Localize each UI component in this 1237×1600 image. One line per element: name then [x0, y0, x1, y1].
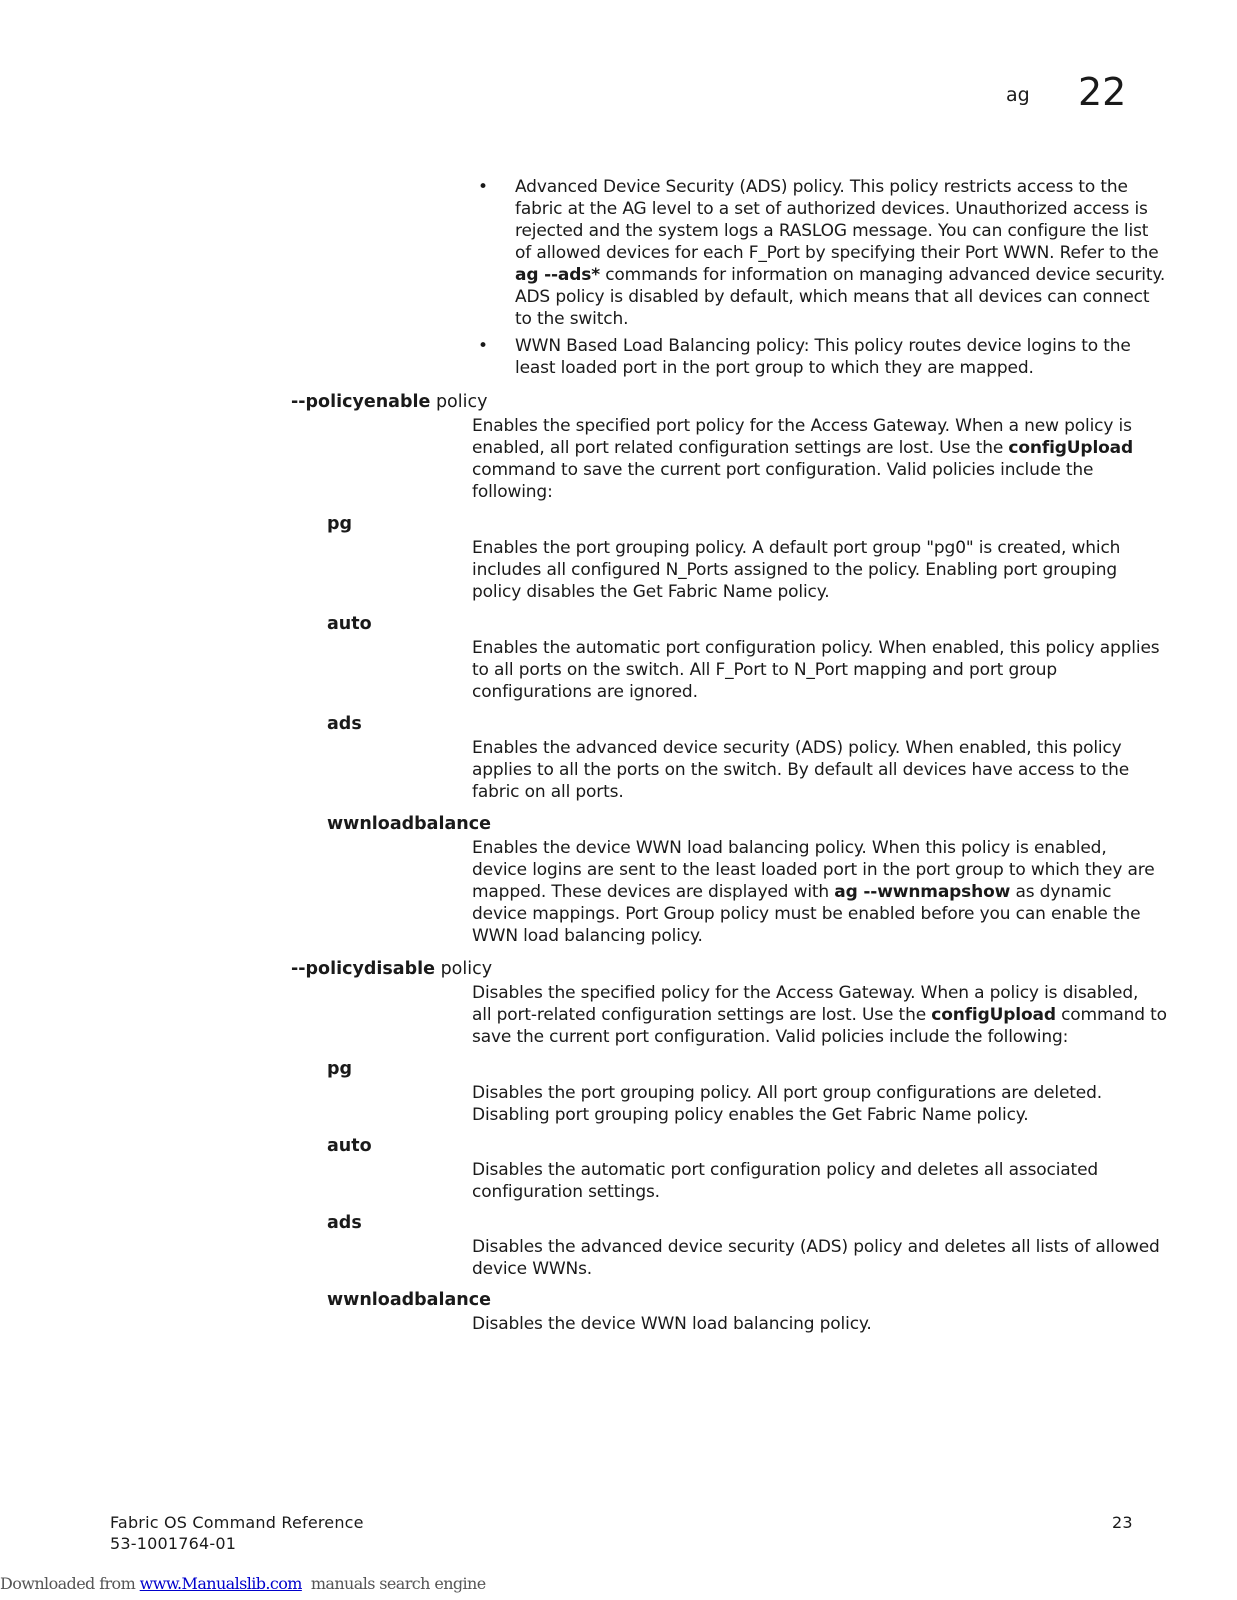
disable-auto-label: auto — [327, 1136, 372, 1156]
chapter-number: 22 — [1078, 70, 1127, 114]
text-segment: Disables the port grouping policy. All port group configurations are deleted. — [472, 1083, 1103, 1103]
description-text — [472, 982, 1167, 1048]
text-line — [472, 759, 1130, 781]
bold-term: configUpload — [1008, 438, 1133, 458]
description-text — [472, 1236, 1160, 1280]
text-segment: commands for information on managing advanced device security. — [599, 265, 1166, 285]
section-label: ag — [1006, 84, 1030, 106]
text-line — [515, 220, 1149, 242]
text-segment: following: — [472, 482, 553, 502]
text-line — [472, 1004, 1167, 1026]
text-line — [472, 637, 1160, 659]
enable-auto-label: auto — [327, 614, 372, 634]
description-text — [472, 637, 1160, 703]
text-line — [472, 537, 1130, 559]
text-line — [472, 1104, 1130, 1126]
text-line — [472, 859, 1155, 881]
enable-ads-label: ads — [327, 714, 362, 734]
bold-term: configUpload — [931, 1005, 1056, 1025]
disable-ads-description — [472, 1236, 1160, 1280]
description-text — [472, 1082, 1130, 1126]
watermark-suffix: manuals search engine — [301, 1574, 486, 1593]
text-line — [515, 308, 1145, 330]
enable-ads-description — [472, 737, 1130, 803]
text-segment: Disables the device WWN load balancing policy. — [472, 1314, 872, 1334]
enable-wwnloadbalance-description — [472, 837, 1155, 947]
text-line — [472, 559, 1130, 581]
description-text — [472, 537, 1130, 603]
text-segment: Enables the automatic port configuration policy. When enabled, this policy applies — [472, 638, 1160, 658]
text-segment: save the current port configuration. Valid policies include the following: — [472, 1027, 1069, 1047]
text-segment: ADS policy is disabled by default, which means that all devices can connect — [515, 287, 1150, 307]
text-line — [472, 1258, 1130, 1280]
text-segment: Advanced Device Security (ADS) policy. This policy restricts access to the — [515, 177, 1128, 197]
bullet-dot-2: • — [478, 336, 488, 356]
text-line — [472, 581, 1130, 603]
option-policyenable — [291, 392, 487, 412]
text-segment: Disables the advanced device security (ADS) policy and deletes all lists of allowed — [472, 1237, 1160, 1257]
text-segment: policy disables the Get Fabric Name policy. — [472, 582, 830, 602]
text-line — [472, 837, 1130, 859]
disable-pg-label: pg — [327, 1059, 353, 1079]
text-segment: Enables the advanced device security (ADS) policy. When enabled, this policy — [472, 738, 1122, 758]
text-line — [472, 925, 1130, 947]
text-segment: rejected and the system logs a RASLOG message. You can configure the list — [515, 221, 1149, 241]
bold-term: ag --wwnmapshow — [834, 882, 1011, 902]
enable-auto-description — [472, 637, 1160, 703]
description-text — [472, 737, 1130, 803]
text-segment: device mappings. Port Group policy must be enabled before you can enable the — [472, 904, 1141, 924]
disable-auto-description — [472, 1159, 1130, 1203]
text-line — [472, 982, 1139, 1004]
download-watermark — [0, 1574, 486, 1593]
text-line — [472, 903, 1141, 925]
disable-ads-label: ads — [327, 1213, 362, 1233]
text-line — [515, 335, 1145, 357]
text-line — [472, 681, 1130, 703]
text-segment: device logins are sent to the least loaded port in the port group to which they are — [472, 860, 1155, 880]
text-segment: least loaded port in the port group to which they are mapped. — [515, 358, 1034, 378]
text-segment: Enables the device WWN load balancing policy. When this policy is enabled, — [472, 838, 1107, 858]
text-segment: Disabling port grouping policy enables the Get Fabric Name policy. — [472, 1105, 1029, 1125]
text-segment: of allowed devices for each F_Port by specifying their Port WWN. Refer to the — [515, 243, 1159, 263]
text-segment: applies to all the ports on the switch. By default all devices have access to the — [472, 760, 1130, 780]
text-line — [472, 459, 1130, 481]
option-name: --policydisable — [291, 959, 435, 979]
disable-wwnloadbalance-description — [472, 1313, 1130, 1335]
footer-doc-number: 53-1001764-01 — [110, 1534, 237, 1553]
manualslib-link[interactable]: www.Manualslib.com — [139, 1574, 302, 1593]
option-arg: policy — [430, 392, 488, 412]
text-line — [472, 1181, 1130, 1203]
description-text — [472, 837, 1155, 947]
text-line — [472, 881, 1130, 903]
text-segment: enabled, all port related configuration settings are lost. Use the — [472, 438, 1009, 458]
option-policydisable — [291, 959, 492, 979]
text-segment: configuration settings. — [472, 1182, 660, 1202]
text-line — [472, 437, 1133, 459]
description-text — [472, 415, 1133, 503]
text-line — [515, 176, 1145, 198]
text-line — [515, 198, 1148, 220]
text-segment: Enables the specified port policy for the Access Gateway. When a new policy is — [472, 416, 1132, 436]
text-line — [472, 481, 1130, 503]
text-segment: command to save the current port configuration. Valid policies include the — [472, 460, 1094, 480]
enable-pg-description — [472, 537, 1130, 603]
description-text — [472, 1159, 1130, 1203]
text-segment: mapped. These devices are displayed with — [472, 882, 835, 902]
text-line — [472, 1082, 1130, 1104]
text-line — [472, 415, 1130, 437]
text-line — [472, 659, 1130, 681]
page-number: 23 — [1112, 1513, 1133, 1532]
text-line — [515, 242, 1159, 264]
description-text — [472, 1313, 1130, 1335]
text-segment: to all ports on the switch. All F_Port to N_Port mapping and port group — [472, 660, 1058, 680]
text-line — [472, 737, 1130, 759]
enable-wwnloadbalance-label: wwnloadbalance — [327, 814, 491, 834]
option-arg: policy — [435, 959, 493, 979]
text-segment: fabric on all ports. — [472, 782, 624, 802]
enable-pg-label: pg — [327, 514, 353, 534]
text-segment: configurations are ignored. — [472, 682, 698, 702]
text-segment: fabric at the AG level to a set of authorized devices. Unauthorized access is — [515, 199, 1148, 219]
text-segment: Disables the automatic port configuration policy and deletes all associated — [472, 1160, 1099, 1180]
text-segment: to the switch. — [515, 309, 629, 329]
text-segment: Enables the port grouping policy. A default port group "pg0" is created, which — [472, 538, 1121, 558]
text-line — [472, 1313, 1130, 1335]
bullet-ads — [515, 176, 1166, 330]
text-line — [515, 264, 1166, 286]
text-segment: WWN Based Load Balancing policy: This policy routes device logins to the — [515, 336, 1131, 356]
text-line — [515, 286, 1150, 308]
bullet-wwn — [515, 335, 1145, 379]
bullet-text — [515, 176, 1166, 330]
text-segment: WWN load balancing policy. — [472, 926, 703, 946]
text-line — [472, 1236, 1160, 1258]
text-segment: device WWNs. — [472, 1259, 593, 1279]
text-segment: Disables the specified policy for the Access Gateway. When a policy is disabled, — [472, 983, 1139, 1003]
text-segment: includes all configured N_Ports assigned to the policy. Enabling port grouping — [472, 560, 1117, 580]
bold-term: ag --ads* — [515, 265, 600, 285]
text-segment: command to — [1055, 1005, 1167, 1025]
watermark-prefix: Downloaded from — [0, 1574, 140, 1593]
disable-wwnloadbalance-label: wwnloadbalance — [327, 1290, 491, 1310]
disable-pg-description — [472, 1082, 1130, 1126]
text-line — [472, 1026, 1130, 1048]
text-line — [472, 781, 1130, 803]
policydisable-description — [472, 982, 1167, 1048]
text-segment: all port-related configuration settings are lost. Use the — [472, 1005, 932, 1025]
policyenable-description — [472, 415, 1133, 503]
text-segment: as dynamic — [1010, 882, 1112, 902]
option-name: --policyenable — [291, 392, 431, 412]
text-line — [472, 1159, 1130, 1181]
footer-title: Fabric OS Command Reference — [110, 1513, 364, 1532]
bullet-text — [515, 335, 1145, 379]
bullet-dot-1: • — [478, 177, 488, 197]
text-line — [515, 357, 1145, 379]
